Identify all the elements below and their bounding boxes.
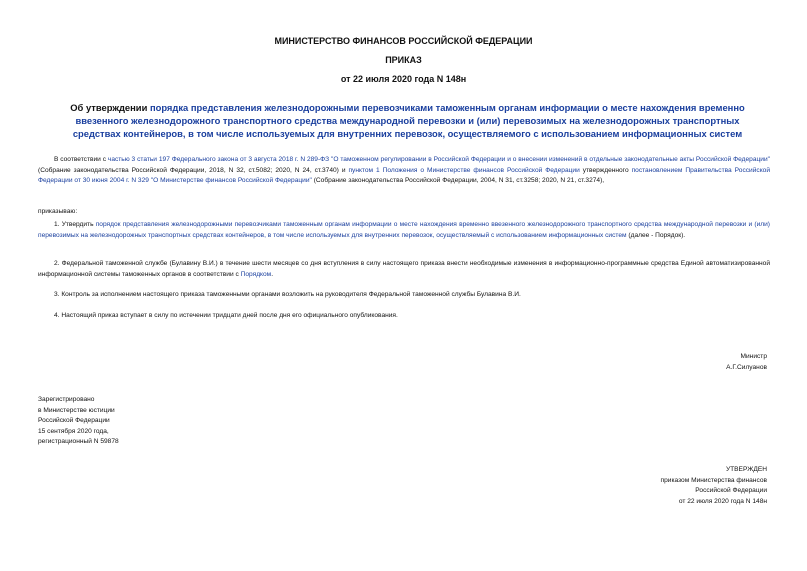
item-1-text-1: 1. Утвердить [54, 221, 96, 228]
doc-date-number: от 22 июля 2020 года N 148н [340, 74, 467, 84]
item-3-paragraph: 3. Контроль за исполнением настоящего приказа таможенными органами возложить на руководителя Федеральной таможенной службы Булавина В.И. [54, 291, 521, 298]
registration-line-4: 15 сентября 2020 года, [38, 427, 109, 435]
item-1-paragraph [38, 220, 770, 241]
registration-line-2: в Министерстве юстиции [38, 406, 115, 414]
link-procedure-ref[interactable]: Порядком [240, 270, 272, 278]
signature-name: А.Г.Силуанов [726, 363, 767, 371]
item-4-paragraph: 4. Настоящий приказ вступает в силу по истечении тридцати дней после дня его официального опубликования. [54, 312, 398, 319]
preamble-text-4: (Собрание законодательства Российской Федерации, 2004, N 31, ст.3258; 2020, N 21, ст.3274), [311, 177, 605, 185]
preamble-text-2: (Собрание законодательства Российской Федерации, 2018, N 32, ст.5082; 2020, N 24, ст.3740) и [38, 166, 349, 174]
registration-block [38, 395, 119, 448]
registration-line-3: Российской Федерации [38, 417, 110, 425]
preamble-paragraph [38, 155, 770, 187]
signature-position: Министр [740, 353, 767, 360]
preamble-text-1: В соответствии с [54, 156, 108, 163]
item-1-text-2: (далее - Порядок). [626, 231, 686, 239]
approved-line-3: Российской Федерации [695, 487, 767, 495]
signature-block [726, 352, 767, 373]
approved-line-1: УТВЕРЖДЕН [725, 466, 767, 473]
item-2-text-1: 2. Федеральной таможенной службе (Булавину В.И.) в течение шести месяцев со дня вступления в силу настоящего приказа внести необходимые изменения в информационно-программные средства Единой автоматизированной информационной системы таможенных органов в соответствии с [38, 260, 770, 278]
order-word: приказываю: [38, 208, 78, 215]
link-procedure[interactable]: порядок представления железнодорожными перевозчиками таможенным органам информации о месте нахождения временно ввезенного железнодорожного транспортного средства международной перевозки и (или) перевозимых на железнодорожных транспортных средствах контейнеров, в том числе используемых для внутренних перевозок, осуществляемый с использованием информационных систем [38, 221, 770, 239]
approved-line-2: приказом Министерства финансов [660, 476, 767, 484]
title-link-procedure[interactable]: порядка представления железнодорожными перевозчиками таможенным органам информации о месте нахождения временно ввезенного железнодорожного транспортного средства международной перевозки и (или) перевозимых на железнодорожных транспортных средствах контейнеров, в том числе используемых для внутренних перевозок, осуществляемого с использованием информационных систем [72, 102, 745, 139]
approved-block [661, 465, 767, 507]
link-ministry-regulation[interactable]: пунктом 1 Положения о Министерстве финансов Российской Федерации [348, 166, 580, 174]
approved-line-4: от 22 июля 2020 года N 148н [678, 497, 767, 505]
link-federal-law-289[interactable]: частью 3 статьи 197 Федерального закона от 3 августа 2018 г. N 289-ФЗ "О таможенном регулировании в Российской Федерации и о внесении изменений в отдельные законодательные акты Российской Федерации" [107, 156, 770, 163]
link-government-decree-329[interactable]: постановлением Правительства Российской Федерации от 30 июня 2004 г. N 329 "О Министерстве финансов Российской Федерации" [38, 166, 771, 185]
document-title [55, 101, 760, 140]
title-prefix: Об утверждении [70, 102, 150, 113]
doc-type-heading: ПРИКАЗ [385, 55, 422, 65]
ministry-heading: МИНИСТЕРСТВО ФИНАНСОВ РОССИЙСКОЙ ФЕДЕРАЦИИ [274, 36, 533, 46]
preamble-text-3: утвержденного [579, 166, 632, 174]
registration-line-1: Зарегистрировано [38, 396, 95, 403]
item-2-text-2: . [271, 270, 274, 278]
item-2-paragraph [38, 259, 770, 280]
registration-line-5: регистрационный N 59878 [38, 438, 119, 446]
